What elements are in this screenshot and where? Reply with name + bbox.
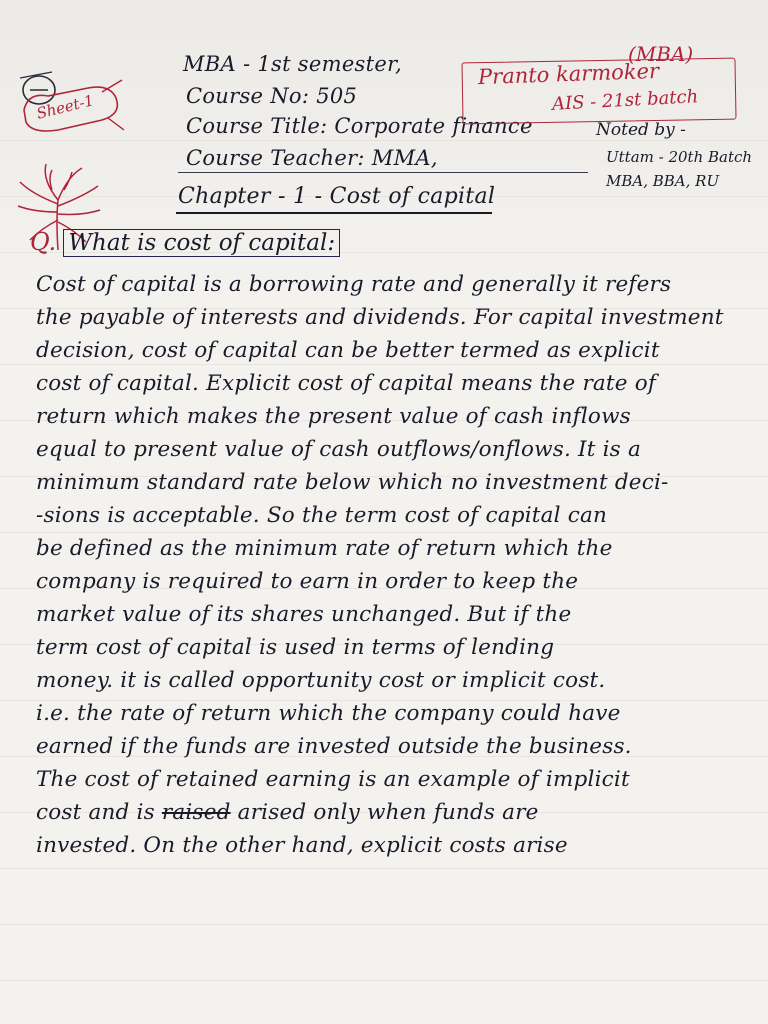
body-line: The cost of retained earning is an example of implicit — [36, 767, 630, 792]
question-number: Q. — [30, 228, 57, 256]
noted-by-dept: MBA, BBA, RU — [606, 172, 720, 190]
body-line: invested. On the other hand, explicit costs arise — [36, 833, 568, 858]
body-line-with-strike — [36, 800, 539, 825]
body-line: i.e. the rate of return which the company could have — [36, 701, 621, 726]
question-heading — [30, 228, 340, 256]
sheet-tag — [18, 78, 126, 138]
author-batch: AIS - 21st batch — [551, 86, 699, 115]
author-name: Pranto karmoker — [477, 58, 660, 90]
body-line: Cost of capital is a borrowing rate and generally it refers — [36, 272, 672, 297]
body-line: -sions is acceptable. So the term cost of capital can — [36, 503, 608, 528]
body-line: the payable of interests and dividends. For capital investment — [36, 305, 724, 330]
body-line: minimum standard rate below which no investment deci- — [36, 470, 669, 495]
author-program: (MBA) — [628, 42, 694, 66]
struck-word: raised — [161, 800, 231, 825]
body-line: company is required to earn in order to keep the — [36, 569, 579, 594]
header-course-teacher: Course Teacher: MMA, — [186, 146, 438, 170]
header-divider — [178, 172, 588, 173]
question-text: What is cost of capital: — [63, 229, 340, 257]
body-line: market value of its shares unchanged. But if the — [36, 602, 572, 627]
body-line-part: cost and is — [36, 800, 155, 825]
sheet-tag-label: Sheet-1 — [34, 91, 96, 123]
body-line: cost of capital. Explicit cost of capital means the rate of — [36, 371, 657, 396]
header-semester: MBA - 1st semester, — [183, 52, 403, 76]
body-line: return which makes the present value of cash inflows — [36, 404, 631, 429]
noted-by-label: Noted by - — [596, 120, 686, 140]
body-line: term cost of capital is used in terms of lending — [36, 635, 555, 660]
chapter-underline — [176, 212, 492, 214]
noted-by-name: Uttam - 20th Batch — [606, 148, 753, 166]
header-course-title: Course Title: Corporate finance — [186, 114, 533, 138]
header-course-no: Course No: 505 — [186, 84, 358, 108]
body-line: earned if the funds are invested outside the business. — [36, 734, 632, 759]
body-line-part: arised only when funds are — [237, 800, 539, 825]
body-line: decision, cost of capital can be better termed as explicit — [36, 338, 660, 363]
body-line: money. it is called opportunity cost or implicit cost. — [36, 668, 606, 693]
body-line: be defined as the minimum rate of return which the — [36, 536, 613, 561]
body-line: equal to present value of cash outflows/onflows. It is a — [36, 437, 641, 462]
chapter-heading: Chapter - 1 - Cost of capital — [178, 184, 496, 209]
